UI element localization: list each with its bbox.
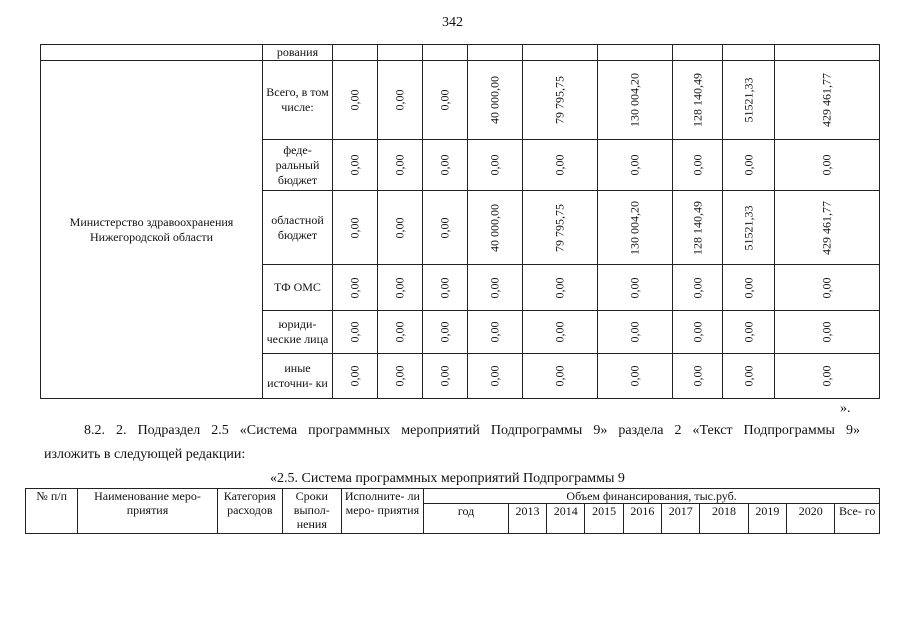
value-text: 0,00 [347, 217, 362, 238]
value-cell [468, 265, 523, 311]
value-text: 0,00 [552, 365, 567, 387]
value-cell [378, 354, 423, 399]
value-cell [378, 61, 423, 140]
value-cell [378, 191, 423, 265]
value-text: 0,00 [347, 89, 362, 111]
value-text: 0,00 [627, 154, 642, 176]
program-measures-table [25, 488, 880, 534]
amendment-paragraph-continuation: изложить в следующей редакции: [44, 447, 246, 462]
header-year: год [424, 504, 509, 534]
value-text: 40 000,00 [487, 203, 502, 252]
value-text: 0,00 [347, 277, 362, 298]
value-cell [378, 140, 423, 191]
value-text: 0,00 [690, 154, 704, 176]
value-cell [775, 191, 880, 265]
value-cell [598, 140, 673, 191]
subsection-title: «2.5. Система программных мероприятий Подпрограммы 9 [270, 471, 625, 486]
value-cell [673, 265, 723, 311]
value-text: 0,00 [690, 277, 704, 298]
source-label: иные источни- ки [263, 354, 333, 399]
value-text: 429 461,77 [819, 200, 834, 255]
value-cell [523, 265, 598, 311]
source-label: ТФ ОМС [263, 265, 333, 311]
value-text: 0,00 [437, 277, 452, 298]
value-cell [723, 140, 775, 191]
value-cell [333, 140, 378, 191]
organization-name: Министерство здравоохранения Нижегородской области [41, 61, 263, 399]
value-cell [523, 191, 598, 265]
value-cell [673, 354, 723, 399]
value-text: 51521,33 [741, 205, 755, 250]
value-text: 0,00 [347, 365, 362, 387]
amendment-paragraph: 8.2. 2. Подраздел 2.5 «Система программных мероприятий Подпрограммы 9» раздела 2 «Текст Подпрограммы 9» [84, 423, 860, 438]
value-cell [468, 354, 523, 399]
value-text: 0,00 [347, 321, 362, 343]
funding-table [40, 44, 880, 399]
value-text: 0,00 [819, 321, 834, 343]
source-label: юриди- ческие лица [263, 311, 333, 354]
value-text: 0,00 [487, 365, 502, 387]
value-cell [378, 311, 423, 354]
value-text: 51521,33 [741, 77, 755, 123]
closing-quote: ». [840, 401, 851, 416]
page-number: 342 [442, 15, 463, 30]
value-text: 0,00 [487, 277, 502, 298]
value-text: 0,00 [487, 321, 502, 343]
header-num: № п/п [26, 489, 78, 534]
value-text: 0,00 [392, 89, 407, 111]
value-text: 79 795,75 [552, 203, 567, 252]
header-year-2016: 2016 [623, 504, 661, 534]
value-cell [333, 191, 378, 265]
value-text: 0,00 [819, 154, 834, 176]
value-cell [468, 61, 523, 140]
value-cell [423, 354, 468, 399]
value-text: 0,00 [437, 89, 452, 111]
value-cell [468, 191, 523, 265]
value-text: 40 000,00 [487, 76, 502, 124]
value-cell [423, 311, 468, 354]
value-text: 0,00 [437, 217, 452, 238]
value-text: 0,00 [690, 321, 704, 343]
value-cell [598, 354, 673, 399]
value-cell [723, 311, 775, 354]
source-label: Всего, в том числе: [263, 61, 333, 140]
value-cell [673, 191, 723, 265]
value-text: 0,00 [392, 321, 407, 343]
value-cell [378, 265, 423, 311]
value-text: 429 461,77 [819, 73, 834, 127]
header-year-2013: 2013 [508, 504, 546, 534]
value-text: 0,00 [552, 321, 567, 343]
value-cell [523, 311, 598, 354]
value-cell [423, 191, 468, 265]
value-cell [333, 354, 378, 399]
header-executor: Исполните- ли меро- приятия [341, 489, 424, 534]
continued-label: рования [263, 45, 333, 61]
value-cell [423, 265, 468, 311]
header-year-2020: 2020 [787, 504, 835, 534]
header-category: Категория расходов [217, 489, 283, 534]
value-cell [333, 265, 378, 311]
value-cell [523, 61, 598, 140]
value-text: 0,00 [552, 277, 567, 298]
value-cell [723, 61, 775, 140]
source-label: феде- ральный бюджет [263, 140, 333, 191]
value-text: 0,00 [437, 365, 452, 387]
value-cell [523, 354, 598, 399]
value-cell [598, 265, 673, 311]
header-year-2014: 2014 [547, 504, 585, 534]
value-text: 0,00 [627, 321, 642, 343]
value-text: 0,00 [437, 154, 452, 176]
value-cell [423, 61, 468, 140]
value-cell [673, 61, 723, 140]
value-cell [468, 140, 523, 191]
value-cell [775, 311, 880, 354]
org-cell-blank [41, 45, 263, 61]
header-year-2017: 2017 [662, 504, 700, 534]
value-text: 0,00 [487, 154, 502, 176]
value-cell [673, 311, 723, 354]
value-text: 0,00 [627, 365, 642, 387]
value-cell [775, 140, 880, 191]
value-text: 0,00 [819, 365, 834, 387]
value-cell [333, 311, 378, 354]
value-cell [468, 311, 523, 354]
table-row [41, 61, 880, 140]
value-text: 0,00 [392, 154, 407, 176]
value-cell [673, 140, 723, 191]
value-cell [723, 354, 775, 399]
header-name: Наименование меро- приятия [78, 489, 217, 534]
value-text: 130 004,20 [627, 73, 642, 127]
header-total: Все- го [835, 504, 880, 534]
value-cell [598, 191, 673, 265]
value-cell [723, 191, 775, 265]
value-text: 0,00 [741, 154, 755, 176]
header-year-2018: 2018 [700, 504, 748, 534]
value-text: 0,00 [741, 321, 755, 343]
value-cell [775, 61, 880, 140]
value-text: 0,00 [690, 365, 704, 387]
value-cell [333, 61, 378, 140]
header-year-2019: 2019 [748, 504, 786, 534]
value-text: 0,00 [741, 365, 755, 387]
source-label: областной бюджет [263, 191, 333, 265]
value-text: 0,00 [392, 365, 407, 387]
value-cell [523, 140, 598, 191]
header-funding: Объем финансирования, тыс.руб. [424, 489, 880, 504]
value-text: 128 140,49 [690, 200, 704, 255]
value-text: 0,00 [741, 277, 755, 298]
value-text: 128 140,49 [690, 73, 704, 127]
value-cell [775, 354, 880, 399]
value-text: 79 795,75 [552, 76, 567, 124]
value-text: 0,00 [552, 154, 567, 176]
value-text: 0,00 [392, 277, 407, 298]
value-cell [423, 140, 468, 191]
value-cell [598, 61, 673, 140]
value-cell [775, 265, 880, 311]
value-cell [598, 311, 673, 354]
value-text: 0,00 [392, 217, 407, 238]
header-year-2015: 2015 [585, 504, 623, 534]
value-text: 130 004,20 [627, 200, 642, 255]
value-text: 0,00 [347, 154, 362, 176]
header-terms: Сроки выпол- нения [283, 489, 341, 534]
value-text: 0,00 [819, 277, 834, 298]
value-text: 0,00 [627, 277, 642, 298]
value-text: 0,00 [437, 321, 452, 343]
value-cell [723, 265, 775, 311]
